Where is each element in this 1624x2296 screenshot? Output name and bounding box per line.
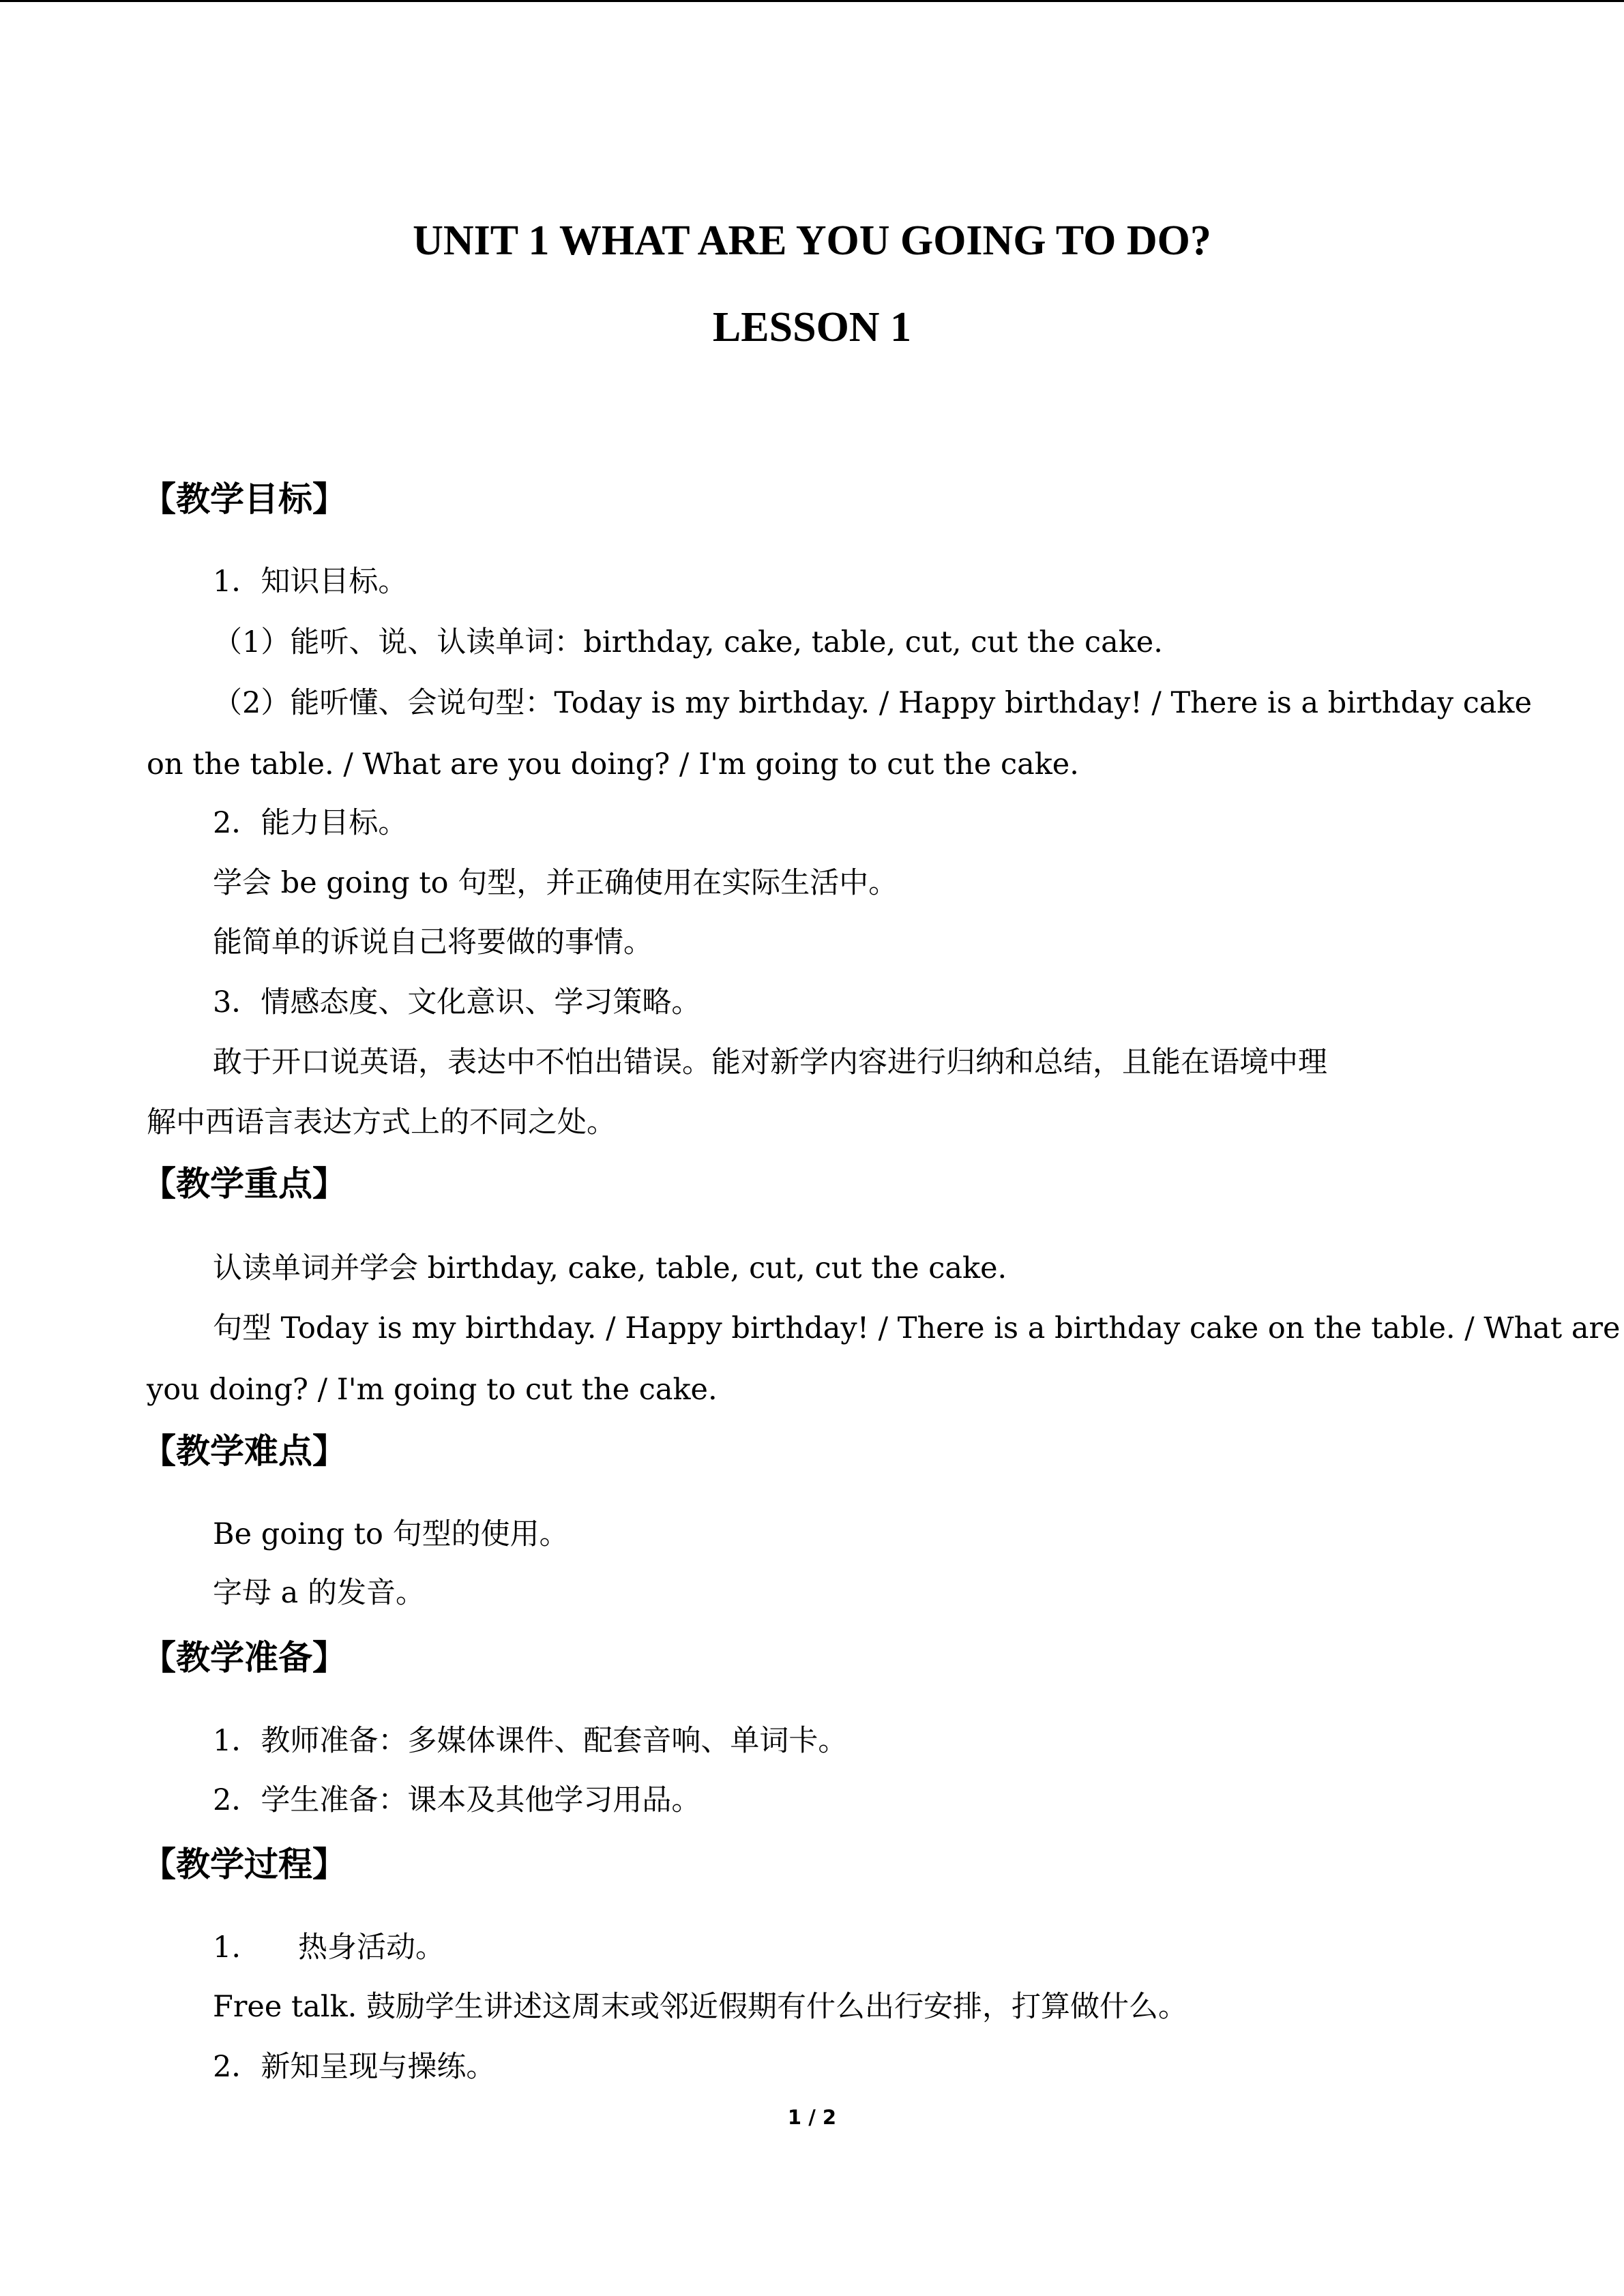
objectives-attitude-line: 敢于开口说英语，表达中不怕出错误。能对新学内容进行归纳和总结，且能在语境中理 bbox=[213, 1045, 1327, 1079]
process-warmup-number: 1. bbox=[213, 1930, 241, 1965]
key-points-sentences-line: 句型 Today is my birthday. / Happy birthday! / There is a birthday cake on the table. / What are bbox=[213, 1311, 1621, 1345]
page-top-border bbox=[0, 0, 1624, 2]
section-heading-objectives: 【教学目标】 bbox=[142, 479, 346, 519]
preparation-student-line: 2．学生准备：课本及其他学习用品。 bbox=[213, 1783, 701, 1817]
objectives-attitude-heading: 3．情感态度、文化意识、学习策略。 bbox=[213, 985, 701, 1019]
process-warmup-line bbox=[213, 1927, 445, 1968]
objectives-ability-heading: 2．能力目标。 bbox=[213, 806, 408, 840]
process-free-talk-line: Free talk. 鼓励学生讲述这周末或邻近假期有什么出行安排，打算做什么。 bbox=[213, 1990, 1188, 2024]
section-heading-process: 【教学过程】 bbox=[142, 1845, 346, 1884]
page-number: 1 / 2 bbox=[787, 2106, 837, 2129]
unit-title: UNIT 1 WHAT ARE YOU GOING TO DO? bbox=[413, 218, 1211, 264]
difficulties-line-2: 字母 a 的发音。 bbox=[213, 1576, 425, 1610]
objectives-attitude-cont: 解中西语言表达方式上的不同之处。 bbox=[147, 1105, 616, 1139]
objectives-sentences-line: （2）能听懂、会说句型：Today is my birthday. / Happy birthday! / There is a birthday cake bbox=[213, 686, 1532, 720]
lesson-title: LESSON 1 bbox=[712, 304, 912, 351]
objectives-ability-line-1: 学会 be going to 句型，并正确使用在实际生活中。 bbox=[213, 866, 898, 900]
section-heading-key-points: 【教学重点】 bbox=[142, 1164, 346, 1204]
section-heading-preparation: 【教学准备】 bbox=[142, 1638, 346, 1678]
objectives-ability-line-2: 能简单的诉说自己将要做的事情。 bbox=[213, 925, 653, 959]
preparation-teacher-line: 1．教师准备：多媒体课件、配套音响、单词卡。 bbox=[213, 1724, 848, 1758]
process-presentation-line: 2．新知呈现与操练。 bbox=[213, 2050, 496, 2084]
section-heading-difficulties: 【教学难点】 bbox=[142, 1431, 346, 1471]
objectives-words-line: （1）能听、说、认读单词：birthday, cake, table, cut, cut the cake. bbox=[213, 625, 1163, 659]
objectives-knowledge-heading: 1．知识目标。 bbox=[213, 565, 408, 599]
process-warmup-text: 热身活动。 bbox=[298, 1930, 445, 1965]
key-points-sentences-cont: you doing? / I'm going to cut the cake. bbox=[147, 1373, 718, 1407]
difficulties-line-1: Be going to 句型的使用。 bbox=[213, 1517, 569, 1551]
key-points-words-line: 认读单词并学会 birthday, cake, table, cut, cut the cake. bbox=[213, 1251, 1007, 1285]
objectives-sentences-cont: on the table. / What are you doing? / I'm going to cut the cake. bbox=[147, 747, 1079, 781]
